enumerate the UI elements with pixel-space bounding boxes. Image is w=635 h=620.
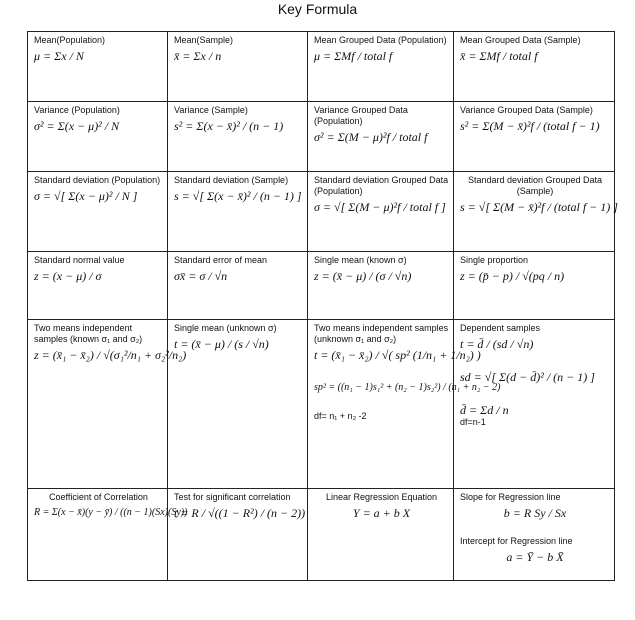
cell-formula: z = (x̄ − μ) / (σ / √n)	[314, 269, 412, 283]
cell-single-mean-unknown	[168, 320, 308, 489]
cell-formula: t = d̄ / (sd / √n)	[460, 337, 534, 351]
cell-formula: σ² = Σ(M − μ)²f / total f	[314, 130, 428, 144]
cell-formula: σ = √[ Σ(x − μ)² / N ]	[34, 189, 138, 203]
cell-sd-population	[28, 172, 168, 252]
cell-linear-regression	[308, 489, 454, 581]
cell-label: Standard deviation Grouped Data (Population)	[314, 175, 449, 196]
degrees-of-freedom: df= n₁ + n₂ -2	[314, 411, 367, 421]
cell-formula: μ = Σx / N	[34, 49, 84, 63]
degrees-of-freedom: df=n-1	[460, 417, 486, 427]
pooled-variance-formula: sp² = ((n₁ − 1)s₁² + (n₂ − 1)s₂²) / (n₁ + n₂ − 2)	[314, 382, 501, 393]
cell-label: Standard deviation Grouped Data (Sample)	[467, 175, 603, 196]
cell-two-means-known	[28, 320, 187, 489]
cell-label: Mean Grouped Data (Sample)	[460, 35, 581, 45]
cell-sd-grouped-population	[308, 172, 454, 252]
cell-label: Test for significant correlation	[174, 492, 291, 502]
cell-single-proportion	[454, 252, 615, 320]
table-row	[28, 32, 615, 102]
cell-formula: z = (x̄₁ − x̄₂) / √(σ₁²/n₁ + σ₂²/n₂)	[34, 348, 187, 362]
cell-label: Standard error of mean	[174, 255, 268, 265]
cell-label: Coefficient of Correlation	[49, 492, 148, 502]
page-title: Key Formula	[277, 1, 358, 17]
cell-label: Dependent samples	[460, 323, 541, 333]
cell-label: Two means independent samples (known σ₁ and σ₂)	[34, 323, 143, 344]
cell-sd-grouped-sample	[454, 172, 618, 252]
cell-formula: x̄ = ΣMf / total f	[460, 49, 538, 63]
cell-formula: z = (p̄ − p) / √(pq / n)	[460, 269, 565, 283]
cell-sd-sample	[168, 172, 308, 252]
cell-label: Two means independent samples (unknown σ₁ and σ₂)	[314, 323, 449, 344]
cell-formula: s² = Σ(x − x̄)² / (n − 1)	[174, 119, 284, 133]
cell-label: Variance Grouped Data (Sample)	[460, 105, 593, 115]
table-row	[28, 172, 615, 252]
cell-standard-error	[168, 252, 308, 320]
cell-label: Mean(Population)	[34, 35, 106, 45]
cell-single-mean-known	[308, 252, 454, 320]
cell-formula: z = (x − μ) / σ	[34, 269, 102, 283]
cell-label: Standard normal value	[34, 255, 125, 265]
cell-formula: μ = ΣMf / total f	[314, 49, 393, 63]
cell-label: Single mean (known σ)	[314, 255, 407, 265]
cell-mean-population	[28, 32, 168, 102]
cell-label: Variance Grouped Data (Population)	[314, 105, 408, 126]
cell-dependent-samples	[454, 320, 615, 489]
cell-label: Linear Regression Equation	[325, 492, 438, 502]
cell-slope-intercept	[454, 489, 615, 581]
cell-formula: Y = a + b X	[352, 506, 411, 520]
cell-formula: s = √[ Σ(M − x̄)²f / (total f − 1) ]	[460, 200, 618, 214]
dbar-formula: d̄ = Σd / n	[460, 403, 509, 417]
intercept-label: Intercept for Regression line	[460, 536, 573, 546]
table-row	[28, 320, 615, 489]
cell-mean-grouped-sample	[454, 32, 615, 102]
table-row	[28, 252, 615, 320]
cell-label: Single mean (unknown σ)	[174, 323, 277, 333]
intercept-formula: a = Ȳ − b X̄	[506, 550, 564, 564]
cell-mean-sample	[168, 32, 308, 102]
cell-correlation	[28, 489, 188, 581]
table-row	[28, 489, 615, 581]
cell-formula: σx̄ = σ / √n	[174, 269, 228, 283]
cell-formula: s = √[ Σ(x − x̄)² / (n − 1) ]	[174, 189, 302, 203]
cell-formula: b = R Sy / Sx	[503, 506, 567, 520]
cell-label: Standard deviation (Sample)	[174, 175, 289, 185]
cell-formula: s² = Σ(M − x̄)²f / (total f − 1)	[460, 119, 600, 133]
cell-label: Mean Grouped Data (Population)	[314, 35, 447, 45]
cell-formula: R = Σ(x − x̄)(y − ȳ) / ((n − 1)(Sx)(Sy))	[34, 507, 188, 518]
cell-label: Slope for Regression line	[460, 492, 561, 502]
cell-formula: x̄ = Σx / n	[174, 49, 222, 63]
cell-formula: t = (x̄₁ − x̄₂) / √( sp² (1/n₁ + 1/n₂) )	[314, 348, 481, 362]
cell-label: Single proportion	[460, 255, 529, 265]
cell-formula: σ = √[ Σ(M − μ)²f / total f ]	[314, 200, 446, 214]
table-row	[28, 102, 615, 172]
cell-label: Standard deviation (Population)	[34, 175, 161, 185]
cell-label: Mean(Sample)	[174, 35, 234, 45]
cell-formula: t = R / √((1 − R²) / (n − 2))	[174, 506, 306, 520]
cell-mean-grouped-population	[308, 32, 454, 102]
cell-label: Variance (Sample)	[174, 105, 248, 115]
cell-variance-grouped-sample	[454, 102, 615, 172]
sd-formula: sd = √[ Σ(d − d̄)² / (n − 1) ]	[460, 370, 595, 384]
cell-variance-sample	[168, 102, 308, 172]
cell-formula: t = (x̄ − μ) / (s / √n)	[174, 337, 269, 351]
cell-significant-correlation	[168, 489, 308, 581]
formula-table	[27, 31, 618, 581]
cell-standard-normal	[28, 252, 168, 320]
cell-variance-population	[28, 102, 168, 172]
cell-label: Variance (Population)	[34, 105, 120, 115]
cell-variance-grouped-population	[308, 102, 454, 172]
cell-formula: σ² = Σ(x − μ)² / N	[34, 119, 120, 133]
